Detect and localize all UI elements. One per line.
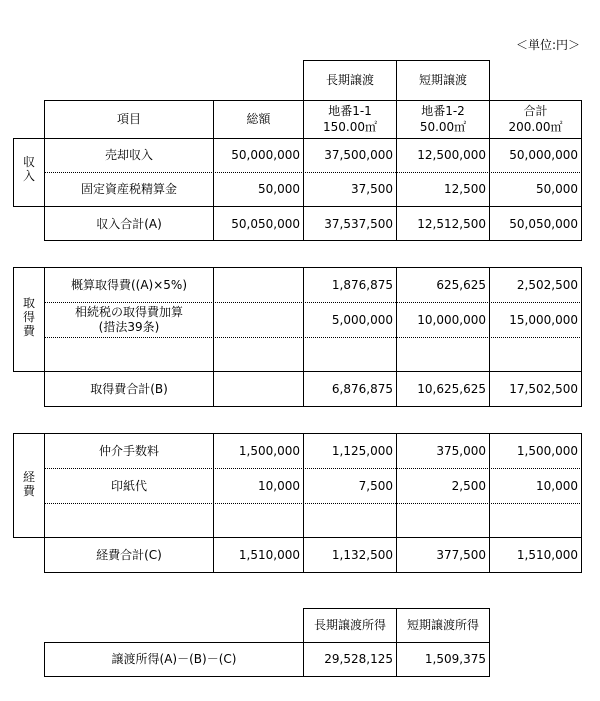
transfer-long-label: 長期譲渡所得 bbox=[313, 618, 386, 632]
subtotal-long: 6,876,875 bbox=[331, 382, 393, 396]
subtotal-short: 12,512,500 bbox=[417, 217, 486, 231]
header-item: 項目 bbox=[116, 112, 141, 126]
subtotal-short: 377,500 bbox=[436, 548, 486, 562]
row-sum: 2,502,500 bbox=[516, 278, 578, 292]
unit-label: ＜単位:円＞ bbox=[515, 38, 580, 52]
expenses-section-label: 経費 bbox=[22, 470, 35, 498]
header-sum: 合計 bbox=[523, 104, 548, 118]
subtotal-sum: 50,050,000 bbox=[509, 217, 578, 231]
row-total: 10,000 bbox=[258, 479, 300, 493]
row-item: 売却収入 bbox=[104, 148, 153, 162]
header-sum-area: 200.00㎡ bbox=[508, 120, 563, 134]
subtotal-total: 50,050,000 bbox=[231, 217, 300, 231]
row-sum: 50,000,000 bbox=[509, 148, 578, 162]
subtotal-item: 収入合計(A) bbox=[96, 217, 162, 231]
row-sum: 15,000,000 bbox=[509, 313, 578, 327]
header-long-lot: 地番1-1 bbox=[328, 104, 372, 118]
row-sum: 1,500,000 bbox=[516, 444, 578, 458]
row-long: 7,500 bbox=[358, 479, 393, 493]
acquisition-section-label: 取得費 bbox=[22, 296, 35, 338]
header-long-area: 150.00㎡ bbox=[323, 120, 377, 134]
row-short: 2,500 bbox=[451, 479, 486, 493]
transfer-short-label: 短期譲渡所得 bbox=[406, 618, 479, 632]
row-item-note: (措法39条) bbox=[98, 320, 160, 334]
row-short: 375,000 bbox=[436, 444, 486, 458]
header-short-area: 50.00㎡ bbox=[419, 120, 467, 134]
subtotal-long: 37,537,500 bbox=[324, 217, 393, 231]
transfer-short-value: 1,509,375 bbox=[424, 652, 486, 666]
transfer-item: 譲渡所得(A)－(B)－(C) bbox=[111, 652, 237, 666]
subtotal-sum: 1,510,000 bbox=[516, 548, 578, 562]
row-item: 相続税の取得費加算 bbox=[74, 305, 183, 319]
subtotal-item: 取得費合計(B) bbox=[90, 382, 168, 396]
header-short-term: 短期譲渡 bbox=[418, 73, 467, 87]
row-total: 1,500,000 bbox=[238, 444, 300, 458]
row-item: 印紙代 bbox=[110, 479, 147, 493]
income-section-label: 収入 bbox=[22, 155, 35, 183]
row-long: 37,500 bbox=[351, 182, 393, 196]
row-short: 625,625 bbox=[436, 278, 486, 292]
subtotal-short: 10,625,625 bbox=[417, 382, 486, 396]
row-item: 概算取得費((A)×5%) bbox=[70, 278, 188, 292]
row-long: 5,000,000 bbox=[331, 313, 393, 327]
header-short-lot: 地番1-2 bbox=[421, 104, 465, 118]
row-long: 1,125,000 bbox=[331, 444, 393, 458]
subtotal-long: 1,132,500 bbox=[331, 548, 393, 562]
row-sum: 50,000 bbox=[536, 182, 578, 196]
row-total: 50,000 bbox=[258, 182, 300, 196]
header-total: 総額 bbox=[246, 112, 271, 126]
header-long-term: 長期譲渡 bbox=[325, 73, 374, 87]
subtotal-sum: 17,502,500 bbox=[509, 382, 578, 396]
row-sum: 10,000 bbox=[536, 479, 578, 493]
row-short: 12,500 bbox=[444, 182, 486, 196]
transfer-long-value: 29,528,125 bbox=[324, 652, 393, 666]
subtotal-item: 経費合計(C) bbox=[96, 548, 162, 562]
row-item: 仲介手数料 bbox=[98, 444, 159, 458]
row-long: 37,500,000 bbox=[324, 148, 393, 162]
row-short: 12,500,000 bbox=[417, 148, 486, 162]
row-total: 50,000,000 bbox=[231, 148, 300, 162]
row-short: 10,000,000 bbox=[417, 313, 486, 327]
subtotal-total: 1,510,000 bbox=[238, 548, 300, 562]
row-long: 1,876,875 bbox=[331, 278, 393, 292]
row-item: 固定資産税精算金 bbox=[80, 182, 177, 196]
